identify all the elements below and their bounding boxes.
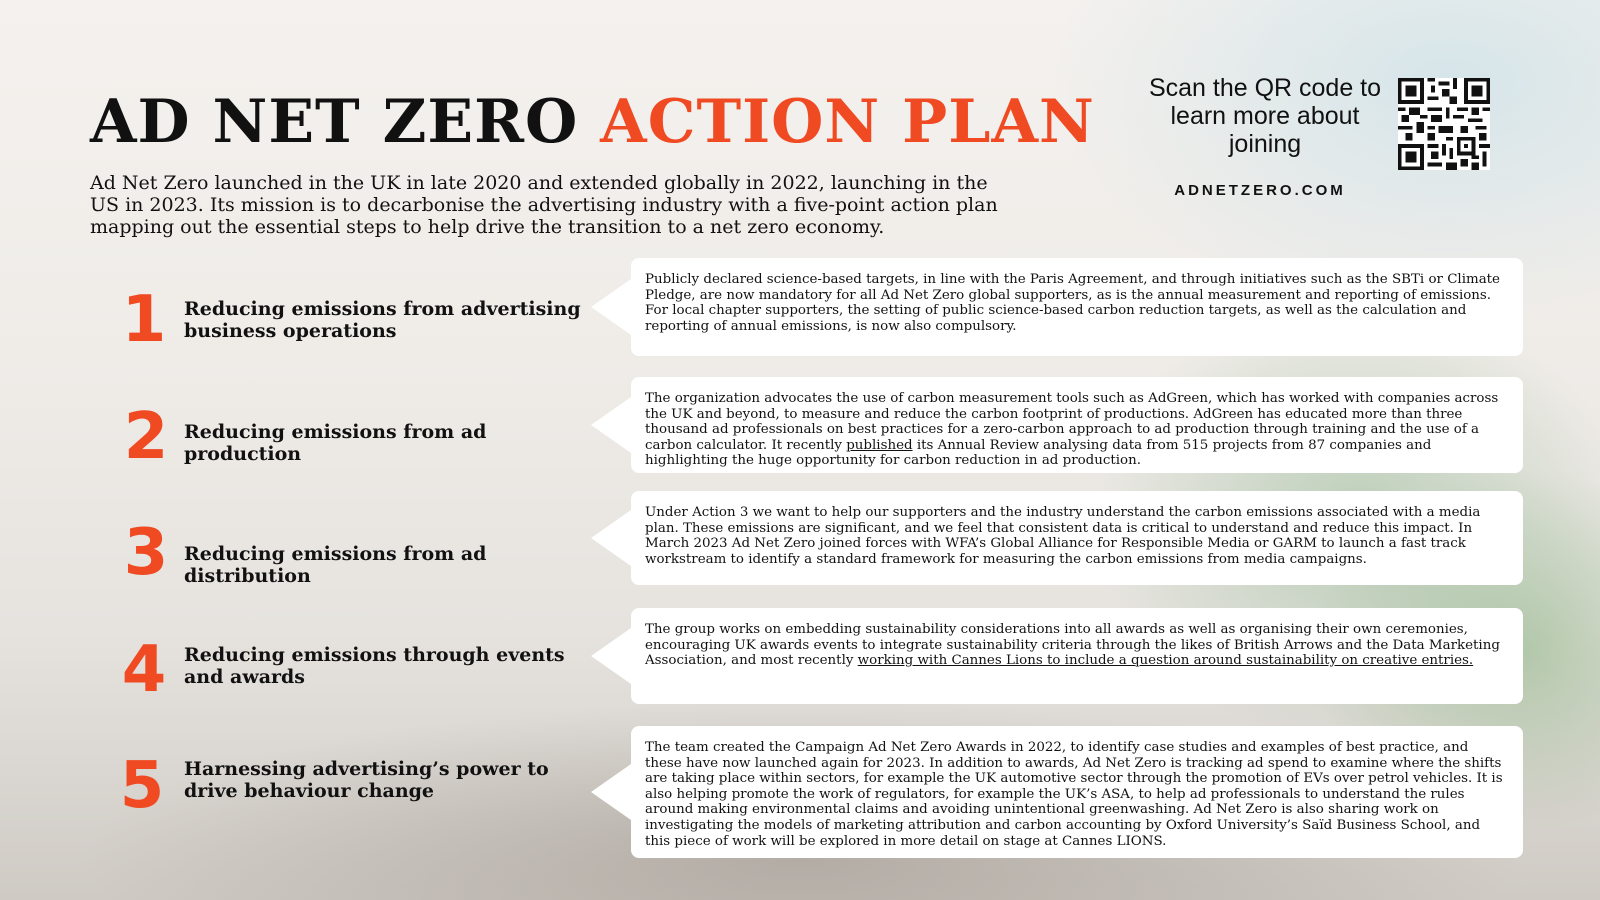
action-description-box bbox=[631, 377, 1523, 473]
action-body-text: The group works on embedding sustainability considerations into all awards as well as organising their own ceremonies, encouraging UK awards events to integrate sustainability criteria through the likes of British Arrows and the Data Marketing Association, and most recently bbox=[645, 622, 1500, 669]
action-title: Reducing emissions through events and awards bbox=[184, 644, 565, 688]
action-description-box bbox=[631, 608, 1523, 704]
published-link[interactable]: published bbox=[846, 437, 913, 453]
qr-caption: Scan the QR code to learn more about joining bbox=[1148, 74, 1382, 158]
action-number: 3 bbox=[123, 516, 169, 590]
action-body-text: The organization advocates the use of carbon measurement tools such as AdGreen, which has worked with companies across the UK and beyond, to measure and reduce the carbon footprint of productions. AdGreen has educated more than three thousand ad professionals on best practices for a zero-carbon approach to ad production through training and the use of a carbon calculator. It recently bbox=[645, 391, 1499, 453]
website-link[interactable]: ADNETZERO.COM bbox=[1174, 182, 1346, 199]
title-part-black: AD NET ZERO bbox=[90, 87, 579, 157]
action-title: Reducing emissions from ad production bbox=[184, 421, 487, 465]
action-title: Reducing emissions from advertising business operations bbox=[184, 298, 581, 342]
action-number: 4 bbox=[121, 633, 167, 707]
action-number: 5 bbox=[119, 749, 165, 823]
title-part-orange: ACTION PLAN bbox=[600, 87, 1095, 157]
page-title bbox=[90, 84, 1095, 160]
action-title: Harnessing advertising’s power to drive behaviour change bbox=[184, 758, 549, 802]
cannes-lions-link[interactable]: working with Cannes Lions to include a question around sustainability on creative entries. bbox=[857, 653, 1474, 669]
action-description-box: Under Action 3 we want to help our supporters and the industry understand the carbon emissions associated with a media plan. These emissions are significant, and we feel that consistent data is critical to understand and reduce this impact. In March 2023 Ad Net Zero joined forces with WFA’s Global Alliance for Responsible Media or GARM to launch a fast track workstream to identify a standard framework for measuring the carbon emissions from media campaigns. bbox=[631, 491, 1523, 585]
action-body-text: its Annual Review analysing data from 515 projects from 87 companies and highlighting the huge opportunity for carbon reduction in ad production. bbox=[645, 437, 1432, 469]
qr-code-icon[interactable] bbox=[1398, 78, 1490, 170]
action-description-box: Publicly declared science-based targets, in line with the Paris Agreement, and through initiatives such as the SBTi or Climate Pledge, are now mandatory for all Ad Net Zero global supporters, as is the annual measurement and reporting of emissions. For local chapter supporters, the setting of public science-based carbon reduction targets, as well as the calculation and reporting of annual emissions, is now also compulsory. bbox=[631, 258, 1523, 356]
action-description-box: The team created the Campaign Ad Net Zero Awards in 2022, to identify case studies and examples of best practice, and these have now launched again for 2023. In addition to awards, Ad Net Zero is tracking ad spend to examine where the shifts are taking place within sectors, for example the UK automotive sector through the promotion of EVs over petrol vehicles. It is also helping promote the work of regulators, for example the UK’s ASA, to help ad professionals to understand the rules around making environmental claims and avoiding unintentional greenwashing. Ad Net Zero is also sharing work on investigating the models of marketing attribution and carbon accounting by Oxford University’s Saïd Business School, and this piece of work will be explored in more detail on stage at Cannes LIONS. bbox=[631, 726, 1523, 858]
action-number: 2 bbox=[123, 400, 169, 474]
intro-text: Ad Net Zero launched in the UK in late 2020 and extended globally in 2022, launching in the US in 2023. Its mission is to decarbonise the advertising industry with a five-point action plan mapping out the essential steps to help drive the transition to a net zero economy. bbox=[90, 172, 998, 238]
action-number: 1 bbox=[121, 283, 167, 357]
action-title: Reducing emissions from ad distribution bbox=[184, 543, 487, 587]
